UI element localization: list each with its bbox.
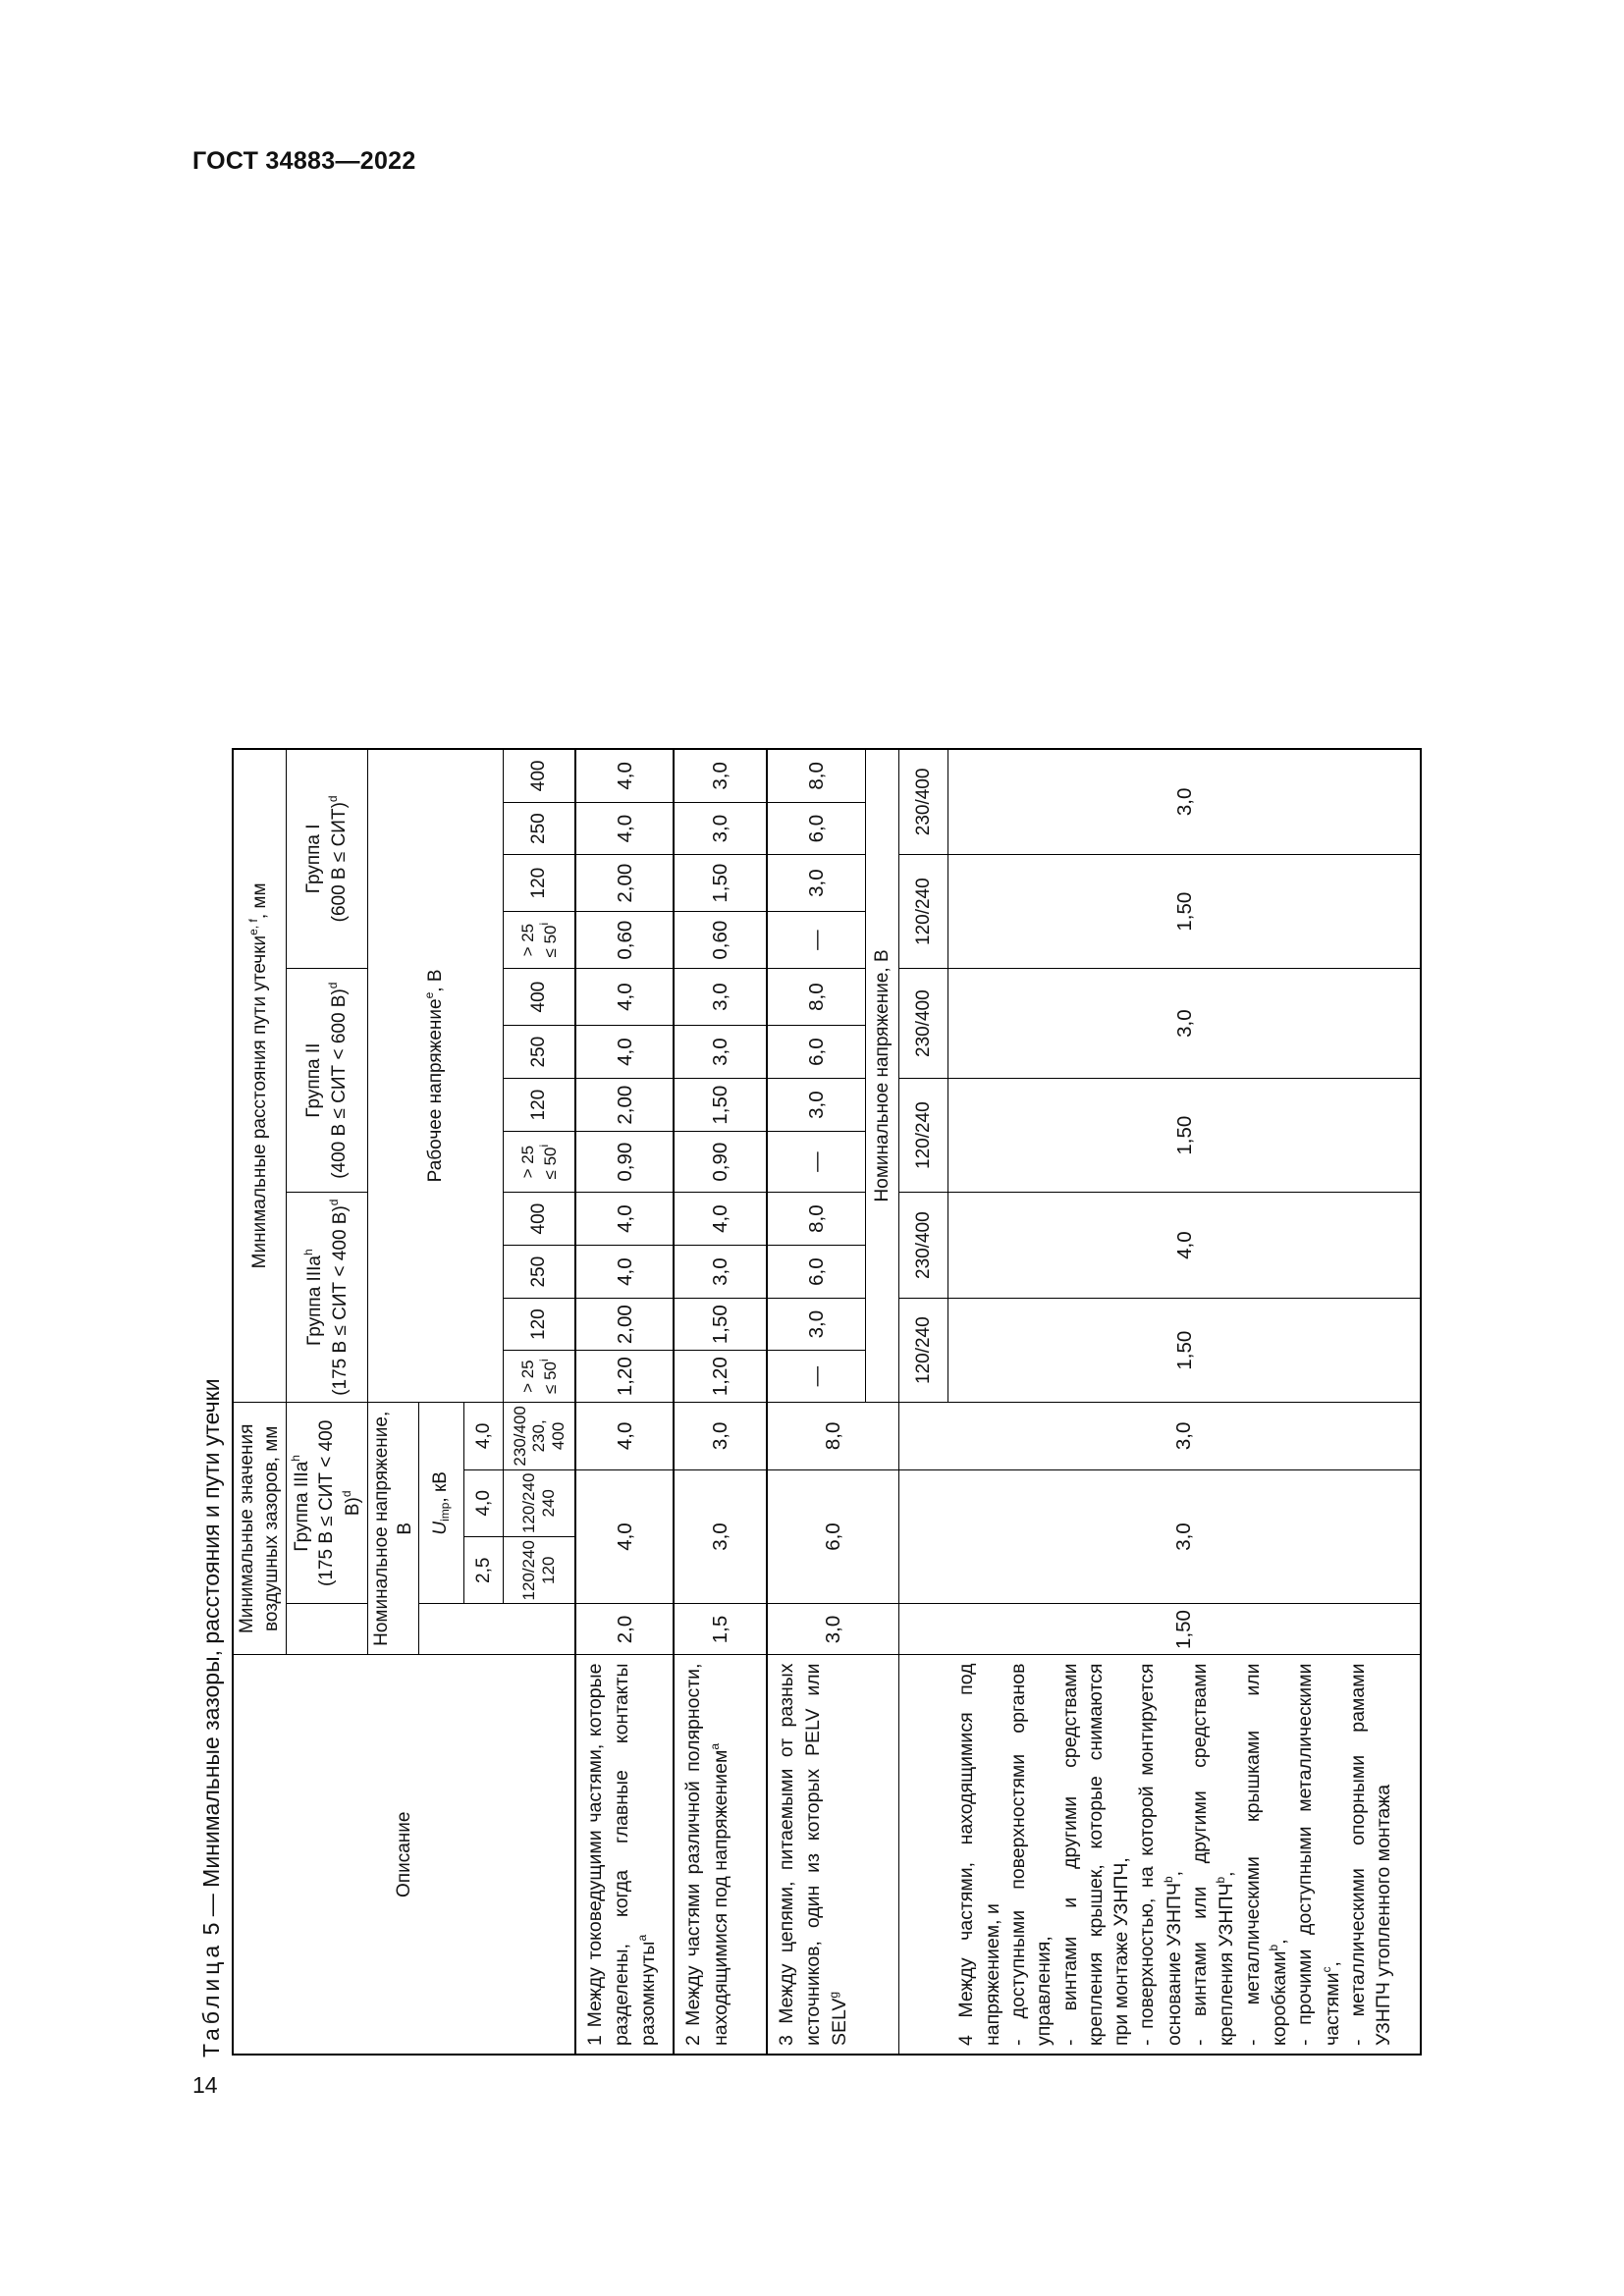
creepage-value: 3,0	[674, 803, 767, 855]
description-header: Описание	[233, 1655, 575, 2055]
creepage-value: 2,00	[575, 1079, 674, 1132]
creepage-value: 3,0	[674, 1246, 767, 1299]
creepage-value: 1,20	[575, 1351, 674, 1403]
row4-line	[953, 1664, 1005, 2047]
document-header: ГОСТ 34883—2022	[192, 147, 416, 175]
creepage-value: 2,00	[575, 1299, 674, 1351]
group-iiia-creep-sup: h	[300, 1249, 315, 1256]
row4-blank	[898, 1403, 947, 1469]
row-description-text: 2 Между частями различной полярности, находящимися под напряжением	[682, 1663, 731, 2046]
nominal-voltage-value: 230/400	[898, 749, 947, 855]
row4-line-sup: b	[1267, 1944, 1281, 1951]
creepage-value: 3,0	[674, 969, 767, 1026]
creepage-value: 3,0	[674, 749, 767, 803]
clearance-title: Минимальные значения воздушных зазоров, мм	[237, 1423, 282, 1634]
group-i-range: (600 В ≤ СИТ)	[329, 802, 351, 923]
row4-line-text: - доступными поверхностями органов управления,	[1006, 1663, 1056, 2046]
row4-line-text: - винтами и другими средствами крепления крышек, которые снимаются при монтаже УЗНПЧ,	[1058, 1663, 1133, 2046]
creepage-value: 8,0	[767, 969, 865, 1026]
nominal-voltage-header: Номинальное напряжение, В	[368, 1403, 418, 1655]
row4-line: - поверхностью, на которой монтируется основание УЗНПЧ$^b$,	[1136, 1663, 1185, 2046]
creepage-value: —	[767, 1132, 865, 1193]
row4-line-text: 4 Между частями, находящимися под напряжением, и	[955, 1663, 1003, 2046]
creepage-value: 3,0	[767, 1079, 865, 1132]
creepage-value: 1,50	[947, 1299, 1421, 1403]
row4-blank	[898, 1604, 947, 1655]
nominal-blank	[418, 1604, 575, 1655]
creepage-value: —	[767, 912, 865, 969]
row4-line-text: - прочими доступными металлическими частями	[1294, 1663, 1343, 2046]
working-col-250: 250	[503, 1246, 575, 1299]
clearance-value: 3,0	[947, 1403, 1421, 1469]
creepage-value: 3,0	[767, 855, 865, 912]
w25-sup: i	[536, 922, 551, 926]
creepage-value: 6,0	[767, 1246, 865, 1299]
creepage-value: 4,0	[575, 969, 674, 1026]
working-col-25-50	[503, 1132, 575, 1193]
group-ii-name: Группа II	[302, 1042, 324, 1118]
row4-line-text: - металлическими опорными рамами УЗНПЧ утопленного монтажа	[1346, 1663, 1395, 2046]
working-col-120: 120	[503, 1299, 575, 1351]
creepage-value: 1,50	[674, 1079, 767, 1132]
w25-sup: i	[536, 1144, 551, 1148]
creepage-value: 4,0	[575, 803, 674, 855]
clearance-value: 4,0	[575, 1469, 674, 1604]
creepage-sup: e, f	[246, 919, 261, 935]
clearance-value: 3,0	[674, 1403, 767, 1469]
creepage-value: 1,50	[674, 1299, 767, 1351]
rotated-table-area	[187, 232, 1502, 2057]
row-description-sup: a	[707, 1742, 722, 1750]
table-row	[767, 749, 865, 2055]
creepage-value: 8,0	[767, 1193, 865, 1246]
nominal-value: 120/240 120	[503, 1537, 575, 1604]
creepage-value: 4,0	[575, 749, 674, 803]
creepage-value: 0,90	[575, 1132, 674, 1193]
row4-line	[1345, 1664, 1397, 2047]
row-description	[575, 1655, 674, 2055]
group-iiia-creep-header	[287, 1193, 368, 1403]
row4-line: - прочими доступными металлическими частями$^c$,	[1294, 1663, 1343, 2046]
row-description-sup: g	[826, 1991, 840, 1999]
creepage-value: 3,0	[947, 749, 1421, 855]
row4-line-text: - металлическими крышками или коробками	[1241, 1663, 1291, 2046]
table-row	[947, 749, 1421, 2055]
group-iiia-creep-range-sup: d	[327, 1199, 342, 1206]
row4-line-sup: b	[1214, 1876, 1228, 1884]
working-col-400: 400	[503, 749, 575, 803]
table-row	[575, 749, 674, 2055]
working-col-400: 400	[503, 1193, 575, 1246]
creepage-unit: , мм	[249, 882, 271, 920]
creepage-header	[233, 749, 287, 1403]
creepage-value: 4,0	[575, 1026, 674, 1079]
group-iiia-name: Группа IIIa	[292, 1461, 313, 1552]
nominal-value: 230/400 230, 400	[503, 1403, 575, 1469]
creepage-value: 3,0	[767, 1299, 865, 1351]
clearance-value: 3,0	[674, 1469, 767, 1604]
uimp-u: U	[430, 1521, 452, 1535]
creepage-value: 4,0	[674, 1193, 767, 1246]
group-i-header	[287, 749, 368, 969]
page-number: 14	[192, 2072, 218, 2098]
group-iiia-range-sup: d	[339, 1490, 353, 1498]
nominal-voltage-value: 120/240	[898, 855, 947, 969]
w25-b: ≤ 50	[540, 925, 560, 958]
caption-title: Минимальные зазоры, расстояния и пути утечки	[198, 1378, 224, 1888]
caption-dash: —	[198, 1887, 224, 1917]
caption-number: 5	[198, 1922, 224, 1936]
row-description	[947, 1655, 1421, 2055]
w25-a: > 25	[517, 923, 537, 957]
clearance-value: 8,0	[767, 1403, 898, 1469]
nominal-voltage-value: 230/400	[898, 1193, 947, 1299]
nominal-voltage-value: 120/240	[898, 1079, 947, 1193]
uimp-value: 4,0	[463, 1469, 503, 1536]
row4-blank	[898, 1469, 947, 1604]
row-description	[674, 1655, 767, 2055]
creepage-value: 0,60	[674, 912, 767, 969]
nominal-voltage-value: 230/400	[898, 969, 947, 1079]
caption-label: Таблица	[198, 1941, 224, 2057]
group-iiia-range: (175 В ≤ СИТ < 400 В)	[316, 1419, 363, 1586]
creepage-value: 1,20	[674, 1351, 767, 1403]
working-voltage-title: Рабочее напряжение	[425, 998, 447, 1183]
group-ii-header	[287, 969, 368, 1193]
uimp-value: 4,0	[463, 1403, 503, 1469]
w25-b: ≤ 50	[540, 1147, 560, 1180]
clearance-blank	[287, 1604, 368, 1655]
working-col-120: 120	[503, 855, 575, 912]
row-description-sup: a	[634, 1934, 649, 1942]
creepage-value: 1,50	[947, 855, 1421, 969]
group-i-range-sup: d	[326, 795, 341, 803]
creepage-value: 4,0	[575, 1246, 674, 1299]
row-description-text: 1 Между токоведущими частями, которые разделены, когда главные контакты разомкнуты	[584, 1663, 659, 2046]
row4-line	[1057, 1664, 1135, 2047]
creepage-value: 4,0	[575, 1193, 674, 1246]
creepage-title: Минимальные расстояния пути утечки	[249, 934, 271, 1269]
uimp-header	[418, 1403, 463, 1604]
nominal-value: 120/240 240	[503, 1469, 575, 1536]
working-col-25-50	[503, 1351, 575, 1403]
working-col-120: 120	[503, 1079, 575, 1132]
clearance-value: 1,5	[674, 1604, 767, 1655]
clearance-header	[233, 1403, 287, 1655]
row4-line-text: - поверхностью, на которой монтируется основание УЗНПЧ	[1136, 1663, 1185, 2046]
clearance-table	[232, 748, 1422, 2056]
w25-sup: i	[536, 1359, 551, 1362]
creepage-value: 8,0	[767, 749, 865, 803]
row4-line: - металлическими крышками или коробками$^b$,	[1241, 1663, 1291, 2046]
creepage-value: 2,00	[575, 855, 674, 912]
uimp-unit: , кВ	[430, 1471, 452, 1503]
creepage-value: 1,50	[947, 1079, 1421, 1193]
working-col-400: 400	[503, 969, 575, 1026]
working-col-250: 250	[503, 803, 575, 855]
uimp-value: 2,5	[463, 1537, 503, 1604]
creepage-value: 6,0	[767, 1026, 865, 1079]
nominal-voltage-subheader: Номинальное напряжение, В	[865, 749, 898, 1403]
working-voltage-unit: , В	[425, 969, 447, 992]
clearance-value: 4,0	[575, 1403, 674, 1469]
uimp-sub: imp	[438, 1502, 453, 1522]
working-col-25-50	[503, 912, 575, 969]
table-caption	[198, 1378, 225, 2057]
row4-line-sup: c	[1319, 1966, 1333, 1973]
group-iiia-creep-range: (175 В ≤ СИТ < 400 В)	[330, 1205, 352, 1396]
creepage-value: 4,0	[947, 1193, 1421, 1299]
group-iiia-sup: h	[289, 1455, 303, 1462]
group-ii-range: (400 В ≤ СИТ < 600 В)	[329, 988, 351, 1179]
clearance-value: 6,0	[767, 1469, 898, 1604]
creepage-value: 1,50	[674, 855, 767, 912]
table-row	[898, 749, 947, 2055]
row-description	[767, 1655, 898, 2055]
row-description-text: 3 Между цепями, питаемыми от разных источников, один из которых PELV или SELV	[776, 1663, 850, 2046]
creepage-value: 3,0	[947, 969, 1421, 1079]
working-voltage-sup: e	[422, 991, 437, 999]
group-iiia-header	[287, 1403, 368, 1604]
creepage-value: 3,0	[674, 1026, 767, 1079]
clearance-value: 3,0	[767, 1604, 898, 1655]
creepage-value: —	[767, 1351, 865, 1403]
row4-line-text: - винтами или другими средствами крепления УЗНПЧ	[1189, 1663, 1238, 2046]
row4-description-top	[898, 1655, 947, 2055]
creepage-value: 0,90	[674, 1132, 767, 1193]
row4-line: - винтами или другими средствами крепления УЗНПЧ$^b$,	[1189, 1663, 1238, 2046]
w25-b: ≤ 50	[540, 1362, 560, 1394]
working-col-250: 250	[503, 1026, 575, 1079]
clearance-value: 2,0	[575, 1604, 674, 1655]
w25-a: > 25	[517, 1360, 537, 1393]
group-iiia-creep-name: Группа IIIa	[303, 1255, 325, 1346]
creepage-value: 6,0	[767, 803, 865, 855]
table-row	[674, 749, 767, 2055]
group-i-name: Группа I	[302, 824, 324, 894]
nominal-voltage-value: 120/240	[898, 1299, 947, 1403]
creepage-value: 0,60	[575, 912, 674, 969]
working-voltage-header	[368, 749, 503, 1403]
clearance-value: 3,0	[947, 1469, 1421, 1604]
group-ii-range-sup: d	[326, 982, 341, 989]
clearance-value: 1,50	[947, 1604, 1421, 1655]
w25-a: > 25	[517, 1145, 537, 1179]
row4-line-sup: b	[1161, 1876, 1175, 1884]
row4-line	[1005, 1664, 1057, 2047]
